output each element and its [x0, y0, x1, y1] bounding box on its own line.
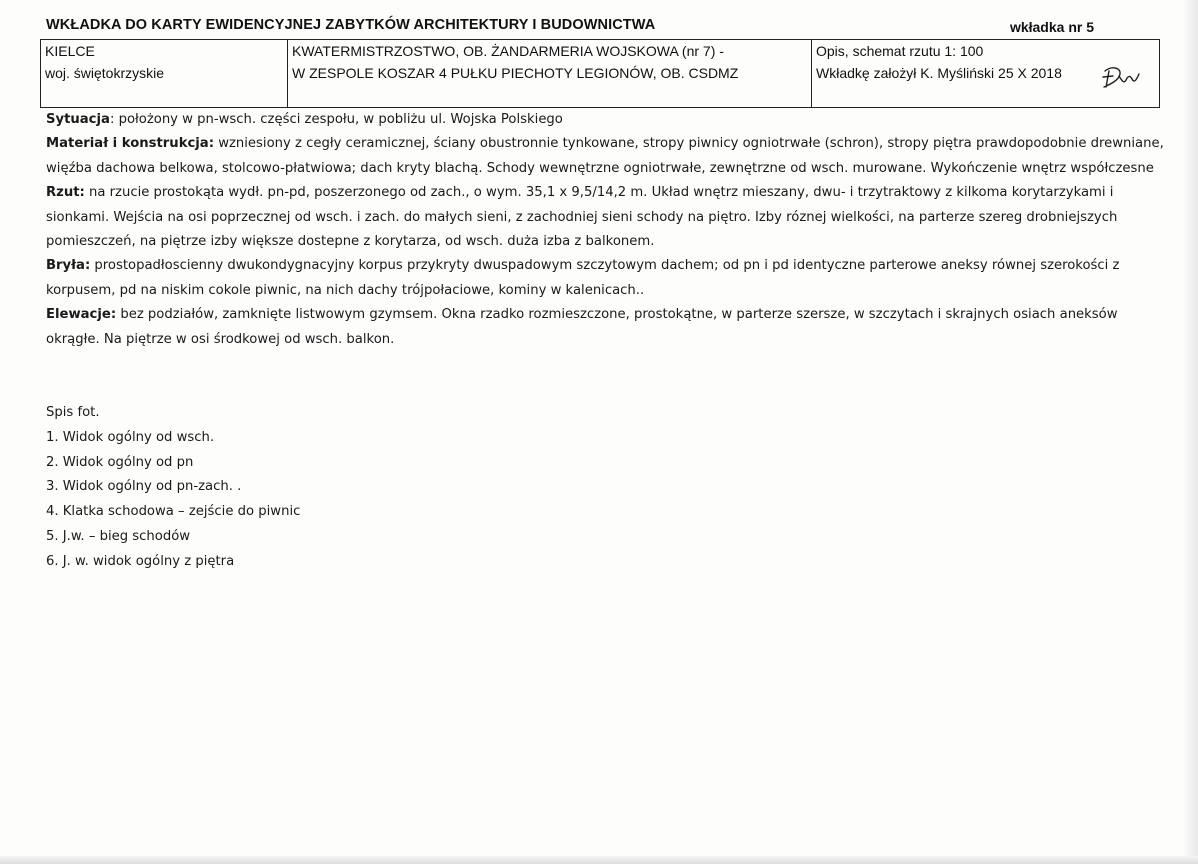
photo-list-item: 1. Widok ogólny od wsch.	[46, 429, 215, 445]
section-text: bez podziałów, zamknięte listwowym gzymsem. Okna rzadko rozmieszczone, prostokątne, w parterze szersze, w szczytach i skrajnych osiach aneksów okrągłe. Na piętrze w osi środkowej od wsch. balkon.	[46, 307, 1118, 347]
object-name-line-1: KWATERMISTRZOSTWO, OB. ŻANDARMERIA WOJSKOWA (nr 7) -	[292, 43, 724, 59]
section-text: wzniesiony z cegły ceramicznej, ściany obustronnie tynkowane, stropy piwnicy ogniotrwałe (schron), stropy piętra prawdopodobnie drewniane, więźba dachowa belkowa, stolcowo-płatwiowa; dach kryty blachą. Schody wewnętrzne ogniotrwałe, zewnętrzne od wsch. murowane. Wykończenie wnętrz współczesne	[46, 136, 1164, 176]
card-edge	[0, 856, 1198, 864]
section-separator: :	[109, 112, 119, 127]
author-cell	[812, 40, 1159, 107]
card-title: WKŁADKA DO KARTY EWIDENCYJNEJ ZABYTKÓW ARCHITEKTURY I BUDOWNICTWA	[46, 17, 656, 33]
location-city: KIELCE	[45, 43, 95, 59]
location-voivodeship: woj. świętokrzyskie	[45, 65, 165, 81]
section-label: Sytuacja	[46, 112, 110, 127]
section-situation	[46, 108, 1166, 132]
identification-table	[40, 39, 1160, 108]
section-text: położony w pn-wsch. części zespołu, w pobliżu ul. Wojska Polskiego	[118, 112, 563, 127]
section-plan	[46, 181, 1166, 254]
location-cell	[41, 40, 288, 107]
section-label: Materiał i konstrukcja:	[46, 136, 214, 152]
photo-list-item: 5. J.w. – bieg schodów	[46, 528, 191, 544]
photo-list-item: 6. J. w. widok ogólny z piętra	[46, 553, 235, 569]
section-text: prostopadłoscienny dwukondygnacyjny korpus przykryty dwuspadowym szczytowym dachem; od pn i pd identyczne parterowe aneksy równej szerokości z korpusem, pd na niskim cokole piwnic, na nich dachy trójpołaciowe, kominy w kalenicach..	[46, 258, 1120, 298]
section-massing	[46, 254, 1166, 303]
photo-list	[46, 401, 300, 575]
object-name-line-2: W ZESPOLE KOSZAR 4 PUŁKU PIECHOTY LEGIONÓW, OB. CSDMZ	[292, 65, 739, 81]
photo-list-item: 4. Klatka schodowa – zejście do piwnic	[46, 504, 301, 520]
photo-list-item: 3. Widok ogólny od pn-zach. .	[46, 479, 242, 495]
description-body	[46, 108, 1166, 352]
handwritten-signature	[1099, 62, 1151, 92]
insert-number: wkładka nr 5	[1009, 19, 1094, 35]
object-cell	[288, 40, 812, 107]
section-label: Elewacje:	[46, 307, 117, 323]
section-label: Bryła:	[46, 258, 91, 274]
section-text: na rzucie prostokąta wydł. pn-pd, poszerzonego od zach., o wym. 35,1 x 9,5/14,2 m. Układ wnętrz mieszany, dwu- i trzytraktowy z kilkoma korytarzykami i sionkami. Wejścia na osi poprzecznej od wsch. i zach. do małych sieni, z zachodniej sieni schody na piętro. Izby róznej wielkości, na parterze szereg drobniejszych pomieszczeń, na piętrze izby większe dostepne z korytarza, od wsch. duża izba z balkonem.	[46, 185, 1118, 250]
photo-list-heading: Spis fot.	[46, 405, 100, 420]
description-scale: Opis, schemat rzutu 1: 100	[816, 43, 984, 59]
card-edge	[1184, 0, 1198, 864]
section-label: Rzut:	[46, 185, 85, 201]
section-elevations	[46, 303, 1166, 352]
photo-list-item: 2. Widok ogólny od pn	[46, 454, 194, 470]
author-note: Wkładkę założył K. Myśliński 25 X 2018	[816, 65, 1062, 81]
section-material	[46, 132, 1166, 181]
